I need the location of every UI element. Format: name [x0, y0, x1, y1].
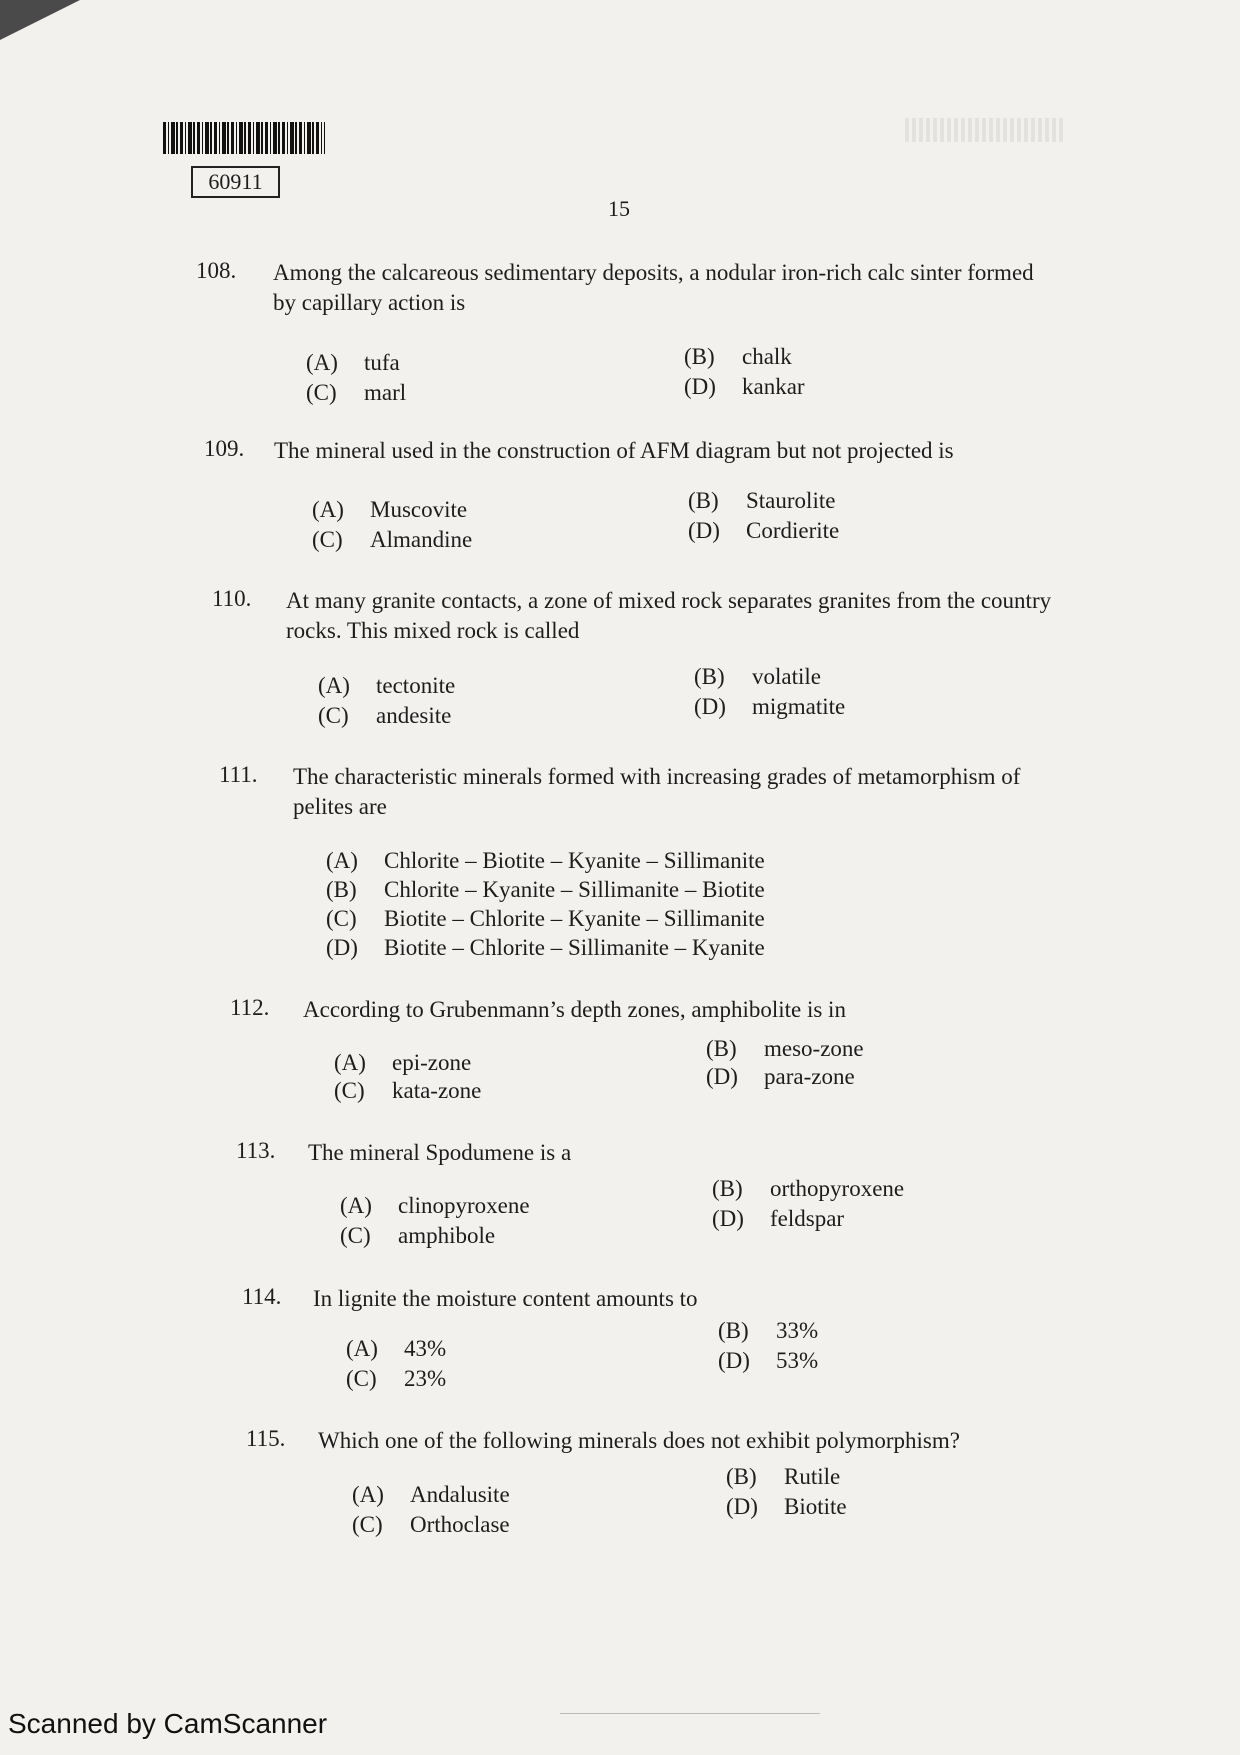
question-number: 115. — [246, 1426, 286, 1451]
option-a: (A) tectonite — [318, 673, 456, 698]
bottom-divider — [560, 1713, 820, 1714]
barcode — [163, 122, 325, 154]
option-d: (D) Biotite – Chlorite – Sillimanite – Kyanite — [326, 935, 765, 960]
option-c: (C) Almandine — [312, 527, 473, 552]
option-d: (D) kankar — [684, 374, 805, 399]
option-d: (D) Cordierite — [688, 518, 840, 543]
question-stem: Among the calcareous sedimentary deposits, a nodular iron-rich calc sinter formed by capillary action is — [273, 260, 1034, 315]
question-number: 113. — [236, 1138, 276, 1163]
booklet-code: 60911 — [191, 166, 280, 198]
option-d: (D) para-zone — [706, 1064, 855, 1089]
option-a: (A) Andalusite — [352, 1482, 510, 1507]
option-c: (C) 23% — [346, 1366, 447, 1391]
question-number: 114. — [242, 1284, 282, 1309]
page-number: 15 — [608, 196, 630, 221]
question-stem: In lignite the moisture content amounts to — [313, 1286, 698, 1311]
option-a: (A) Chlorite – Biotite – Kyanite – Sillimanite — [326, 848, 765, 873]
question-stem: The characteristic minerals formed with increasing grades of metamorphism of pelites are — [293, 764, 1021, 819]
option-c: (C) amphibole — [340, 1223, 496, 1248]
option-b: (B) 33% — [718, 1318, 819, 1343]
question-number: 109. — [204, 436, 245, 461]
question-number: 111. — [219, 762, 258, 787]
option-b: (B) Staurolite — [688, 488, 836, 513]
question-stem: At many granite contacts, a zone of mixed rock separates granites from the country rocks. This mixed rock is called — [286, 588, 1052, 643]
option-c: (C) marl — [306, 380, 407, 405]
option-a: (A) tufa — [306, 350, 400, 375]
question-number: 110. — [212, 586, 252, 611]
option-a: (A) clinopyroxene — [340, 1193, 530, 1218]
option-d: (D) Biotite — [726, 1494, 847, 1519]
option-a: (A) epi-zone — [334, 1050, 472, 1075]
option-b: (B) Rutile — [726, 1464, 841, 1489]
faint-barcode-stamp — [905, 118, 1065, 142]
option-d: (D) 53% — [718, 1348, 819, 1373]
option-d: (D) feldspar — [712, 1206, 845, 1231]
question-stem: According to Grubenmann’s depth zones, amphibolite is in — [303, 997, 846, 1022]
option-c: (C) kata-zone — [334, 1078, 482, 1103]
option-d: (D) migmatite — [694, 694, 846, 719]
option-c: (C) andesite — [318, 703, 452, 728]
option-b: (B) chalk — [684, 344, 792, 369]
scan-corner-shadow — [0, 0, 80, 40]
option-b: (B) Chlorite – Kyanite – Sillimanite – Biotite — [326, 877, 765, 902]
question-number: 108. — [196, 258, 237, 283]
question-stem: The mineral used in the construction of AFM diagram but not projected is — [274, 438, 954, 463]
option-a: (A) Muscovite — [312, 497, 468, 522]
option-c: (C) Biotite – Chlorite – Kyanite – Sillimanite — [326, 906, 765, 931]
option-b: (B) orthopyroxene — [712, 1176, 905, 1201]
option-b: (B) meso-zone — [706, 1036, 864, 1061]
scanner-watermark: Scanned by CamScanner — [8, 1708, 328, 1739]
question-number: 112. — [230, 995, 270, 1020]
option-b: (B) volatile — [694, 664, 821, 689]
question-stem: Which one of the following minerals does not exhibit polymorphism? — [318, 1428, 960, 1453]
option-c: (C) Orthoclase — [352, 1512, 510, 1537]
question-stem: The mineral Spodumene is a — [308, 1140, 572, 1165]
option-a: (A) 43% — [346, 1336, 447, 1361]
